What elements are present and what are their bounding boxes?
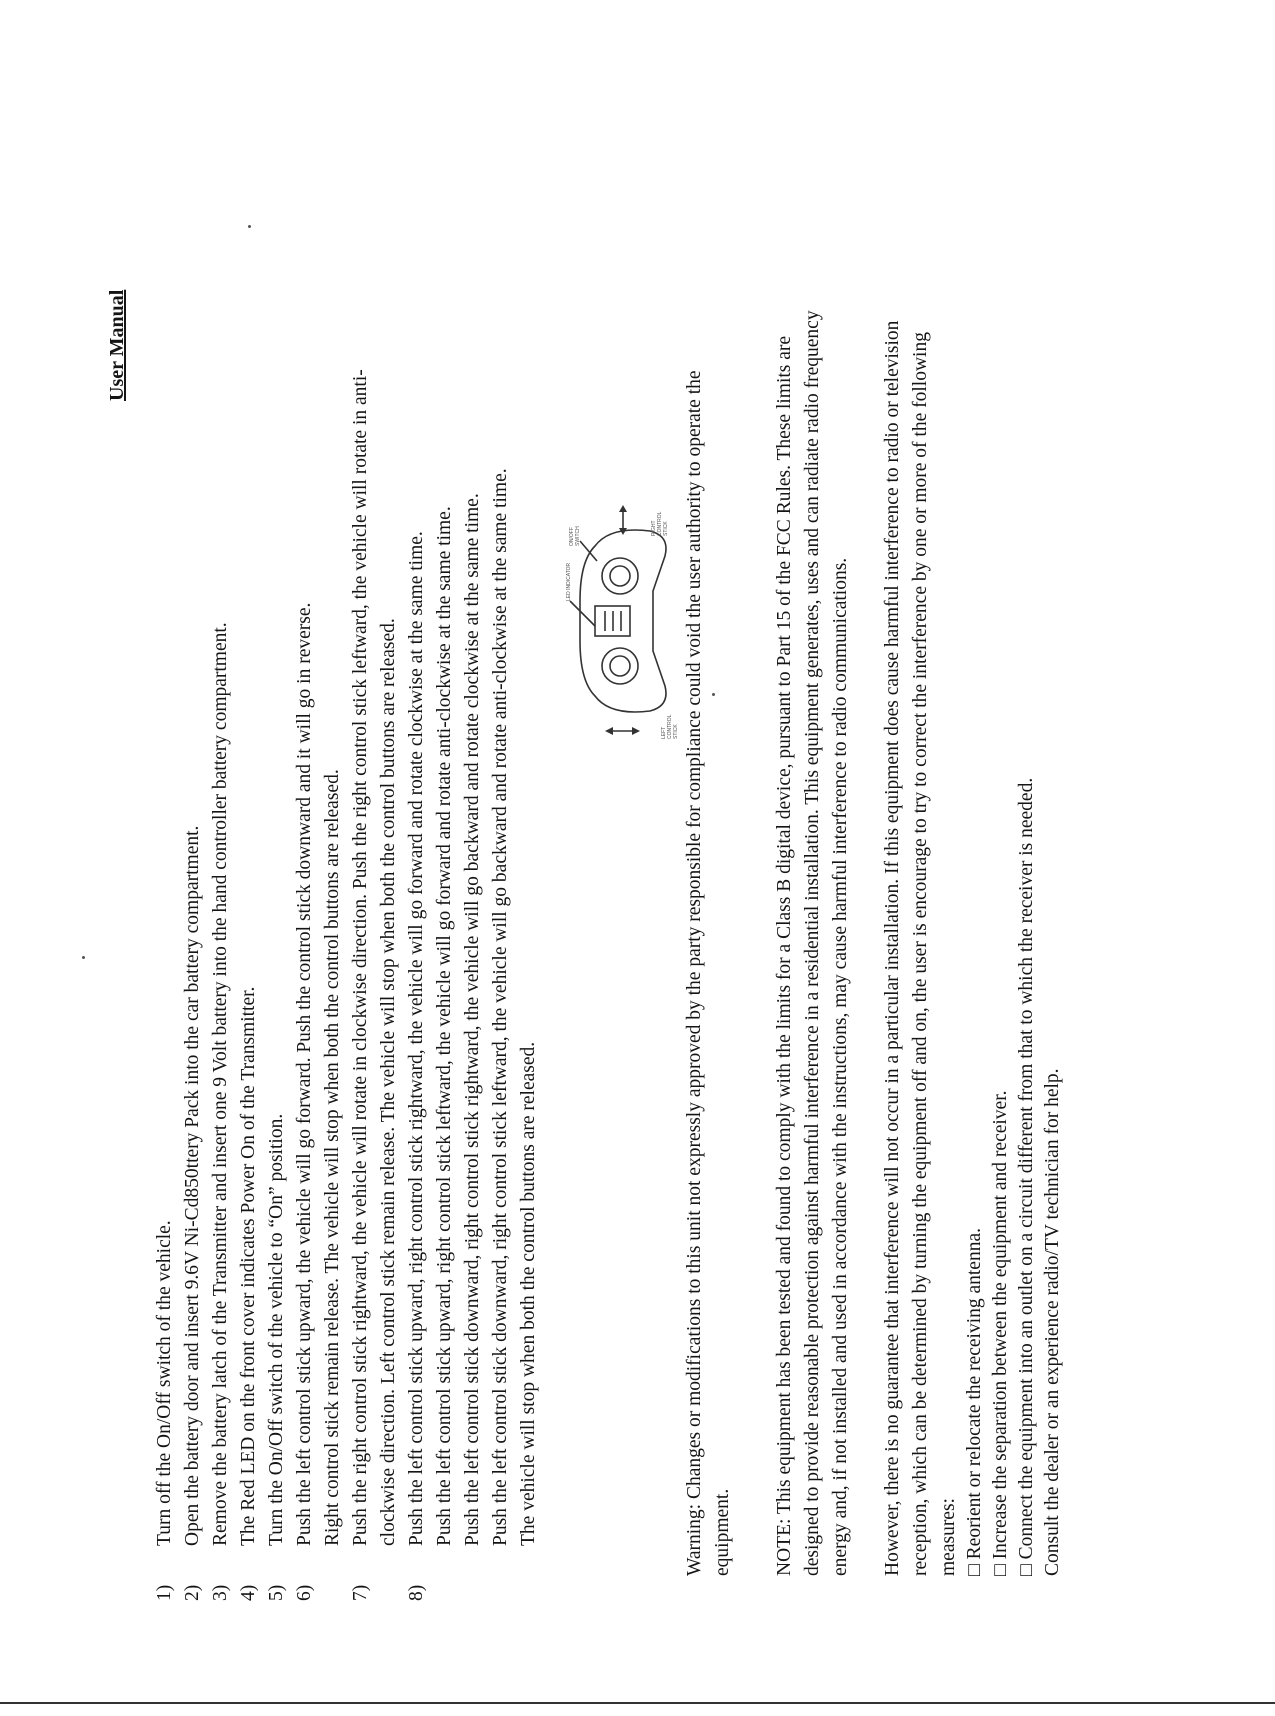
measure-item-2: □ Increase the separation between the equipment and receiver. (990, 1090, 1011, 1576)
step-4-line-1: The Red LED on the front cover indicates Power On of the Transmitter. (238, 986, 259, 1546)
left-stick-label-2: CONTROL (667, 714, 673, 739)
step-8-line-1: Push the left control stick upward, right control stick rightward, the vehicle will go forward and rotate clockwise at the same time. (406, 531, 427, 1546)
scan-speck (248, 225, 251, 228)
step-6-line-2: Right control stick remain release. The vehicle will stop when both the control buttons are released. (322, 769, 343, 1546)
step-8-line-2: Push the left control stick upward, right control stick leftward, the vehicle will go forward and rotate anti-clockwise at the same time. (434, 506, 455, 1546)
step-3-line-1: Remove the battery latch of the Transmitter and insert one 9 Volt battery into the hand controller battery compartment. (210, 622, 231, 1546)
right-stick-label-2: CONTROL (657, 511, 663, 536)
step-number-4: 4) (238, 1584, 259, 1601)
step-number-5: 5) (266, 1584, 287, 1601)
step-number-2: 2) (182, 1584, 203, 1601)
step-8-line-3: Push the left control stick downward, right control stick rightward, the vehicle will go backward and rotate clockwise at the same time. (462, 493, 483, 1546)
step-7-line-1: Push the right control stick rightward, the vehicle will rotate in clockwise direction. Push the right control stick leftward, the vehicle will rotate in anti- (350, 369, 371, 1546)
step-6-line-1: Push the left control stick upward, the vehicle will go forward. Push the control stick downward and it will go in reverse. (294, 602, 315, 1546)
note-line-2: designed to provide reasonable protection against harmful interference in a residential installation. This equipment generates, uses and can radiate radio frequency (802, 310, 823, 1576)
page-title: User Manual (106, 289, 128, 401)
step-8-line-5: The vehicle will stop when both the control buttons are released. (518, 1041, 539, 1546)
warning-line-2: equipment. (712, 1488, 733, 1576)
step-number-8: 8) (406, 1584, 427, 1601)
however-line-3: measures: (938, 1498, 959, 1576)
note-line-3: energy and, if not installed and used in accordance with the instructions, may cause harmful interference to radio communications. (830, 557, 851, 1576)
measure-item-3: □ Connect the equipment into an outlet on a circuit different from that to which the receiver is needed. (1016, 777, 1037, 1576)
left-control-stick (602, 648, 638, 684)
step-number-1: 1) (154, 1584, 175, 1601)
led-indicator-leader (570, 601, 595, 626)
bottom-edge-rule (0, 1702, 1275, 1704)
step-7-line-2: clockwise direction. Left control stick remain release. The vehicle will stop when both the control buttons are released. (378, 618, 399, 1546)
step-8-line-4: Push the left control stick downward, right control stick leftward, the vehicle will go backward and rotate anti-clockwise at the same time. (490, 468, 511, 1546)
step-1-line-1: Turn off the On/Off switch of the vehicle. (154, 1220, 175, 1546)
on-off-switch-leader (580, 541, 597, 561)
left-stick-label-3: STICK (673, 724, 679, 739)
scan-speck (712, 693, 715, 696)
controller-figure (565, 501, 685, 741)
left-stick-label-1: LEFT (661, 726, 667, 739)
on-off-switch-label-2: SWITCH (575, 526, 581, 546)
measure-item-1: □ Reorient or relocate the receiving antenna. (964, 1228, 985, 1576)
right-stick-label-3: STICK (663, 521, 669, 536)
right-stick-label-1: RIGHT (651, 520, 657, 536)
however-line-1: However, there is no guarantee that interference will not occur in a particular installation. If this equipment does cause harmful interference to radio or television (882, 320, 903, 1576)
scan-speck (82, 956, 85, 959)
note-line-1: NOTE: This equipment has been tested and found to comply with the limits for a Class B digital device, pursuant to Part 15 of the FCC Rules. These limits are (774, 335, 795, 1576)
step-number-6: 6) (294, 1584, 315, 1601)
on-off-switch-label-1: ON/OFF (569, 527, 575, 546)
warning-line-1: Warning: Changes or modifications to this unit not expressly approved by the party responsible for compliance could void the user authority to operate the (684, 370, 705, 1576)
measure-item-4: Consult the dealer or an experience radio/TV technician for help. (1042, 1068, 1063, 1576)
step-5-line-1: Turn the On/Off switch of the vehicle to “On” position. (266, 1113, 287, 1546)
step-number-7: 7) (350, 1584, 371, 1601)
led-indicator-label: LED INDICATOR (566, 562, 572, 601)
right-control-stick (602, 558, 638, 594)
step-2-line-1: Open the battery door and insert 9.6V Ni-Cd850ttery Pack into the car battery compartment. (182, 825, 203, 1546)
however-line-2: reception, which can be determined by turning the equipment off and on, the user is encourage to try to correct the interference by one or more of the following (910, 332, 931, 1576)
step-number-3: 3) (210, 1584, 231, 1601)
